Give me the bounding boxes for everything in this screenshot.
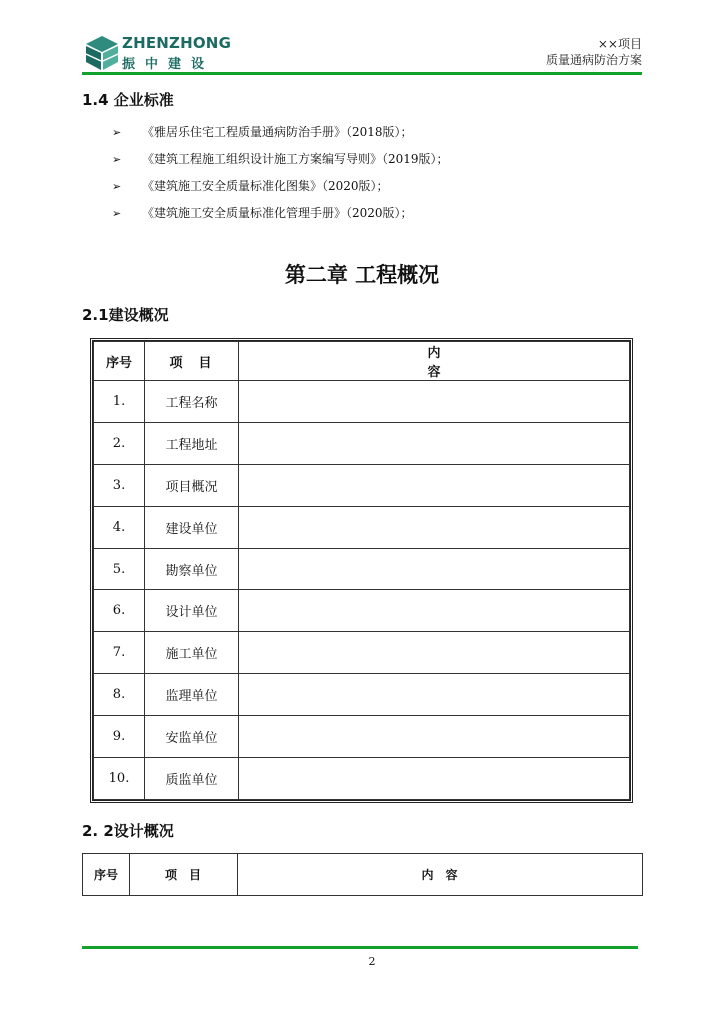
header-cell-no: 序号 xyxy=(83,854,130,896)
table-row xyxy=(94,674,630,716)
row-item: 工程地址 xyxy=(145,422,239,464)
arrow-bullet-icon: ➢ xyxy=(112,180,122,193)
row-content[interactable] xyxy=(239,632,630,674)
arrow-bullet-icon: ➢ xyxy=(112,153,122,166)
table-row xyxy=(94,590,630,632)
header-rule xyxy=(82,72,642,75)
row-item: 建设单位 xyxy=(145,506,239,548)
design-overview-table xyxy=(82,853,643,896)
row-content[interactable] xyxy=(239,506,630,548)
row-number: 9. xyxy=(94,716,145,758)
standards-list xyxy=(112,122,449,230)
row-item: 质监单位 xyxy=(145,758,239,800)
header-cell-item: 项目 xyxy=(130,854,238,896)
header-cell-content: 内容 xyxy=(239,342,630,381)
header-doc-title: 质量通病防治方案 xyxy=(545,53,642,67)
list-item-text: 《建筑工程施工组织设计施工方案编写导则》（2019版）； xyxy=(142,152,449,166)
section-2-1-title: 2.1建设概况 xyxy=(82,306,169,324)
chapter-title: 第二章 工程概况 xyxy=(284,263,440,287)
table-row xyxy=(94,548,630,590)
row-content[interactable] xyxy=(239,422,630,464)
row-content[interactable] xyxy=(239,464,630,506)
table-row xyxy=(94,758,630,800)
row-number: 1. xyxy=(94,381,145,423)
row-content[interactable] xyxy=(239,674,630,716)
row-item: 项目概况 xyxy=(145,464,239,506)
list-item-text: 《建筑施工安全质量标准化管理手册》（2020版）； xyxy=(142,206,413,220)
row-number: 7. xyxy=(94,632,145,674)
list-item xyxy=(112,176,449,203)
row-content[interactable] xyxy=(239,590,630,632)
list-item xyxy=(112,203,449,230)
table-row xyxy=(94,716,630,758)
row-item: 勘察单位 xyxy=(145,548,239,590)
logo-mark-icon xyxy=(86,36,118,70)
header-cell-content: 内容 xyxy=(238,854,643,896)
row-content[interactable] xyxy=(239,548,630,590)
row-item: 工程名称 xyxy=(145,381,239,423)
construction-overview-table xyxy=(90,338,633,803)
list-item-text: 《建筑施工安全质量标准化图集》（2020版）； xyxy=(142,179,389,193)
header-project-info xyxy=(546,36,642,68)
row-content[interactable] xyxy=(239,716,630,758)
row-content[interactable] xyxy=(239,758,630,800)
row-number: 10. xyxy=(94,758,145,800)
logo-chinese: 振中建设 xyxy=(122,57,215,72)
table-header-row xyxy=(83,854,643,896)
row-number: 5. xyxy=(94,548,145,590)
table-header-row xyxy=(94,342,630,381)
page-number: 2 xyxy=(368,955,376,968)
company-logo xyxy=(86,34,246,74)
row-number: 4. xyxy=(94,506,145,548)
arrow-bullet-icon: ➢ xyxy=(112,207,122,220)
header-cell-no: 序号 xyxy=(94,342,145,381)
list-item-text: 《雅居乐住宅工程质量通病防治手册》（2018版）； xyxy=(142,125,413,139)
row-item: 监理单位 xyxy=(145,674,239,716)
section-2-2-title: 2. 2设计概况 xyxy=(82,822,174,840)
table-row xyxy=(94,632,630,674)
list-item xyxy=(112,149,449,176)
table-row xyxy=(94,506,630,548)
header-cell-item: 项目 xyxy=(145,342,239,381)
arrow-bullet-icon: ➢ xyxy=(112,126,122,139)
row-number: 3. xyxy=(94,464,145,506)
logo-english: ZHENZHONG xyxy=(122,34,232,52)
row-item: 设计单位 xyxy=(145,590,239,632)
table-row xyxy=(94,422,630,464)
row-number: 6. xyxy=(94,590,145,632)
table-row xyxy=(94,464,630,506)
header-project-name: ××项目 xyxy=(597,37,642,51)
row-content[interactable] xyxy=(239,381,630,423)
footer-rule xyxy=(82,946,638,949)
list-item xyxy=(112,122,449,149)
section-1-4-title: 1.4 企业标准 xyxy=(82,91,174,109)
row-number: 2. xyxy=(94,422,145,464)
row-item: 施工单位 xyxy=(145,632,239,674)
row-number: 8. xyxy=(94,674,145,716)
row-item: 安监单位 xyxy=(145,716,239,758)
table-row xyxy=(94,381,630,423)
